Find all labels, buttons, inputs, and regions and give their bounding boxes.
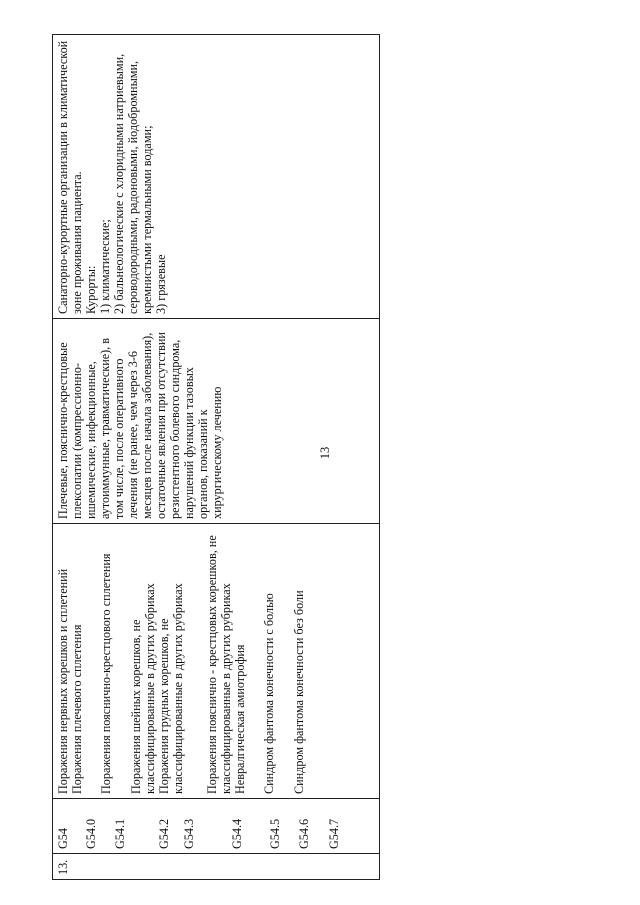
code-g54-0: G54.0 <box>84 818 98 849</box>
code-g54-1: G54.1 <box>113 818 127 849</box>
resorts-label: Курорты: <box>84 265 98 314</box>
resort-item-3: 3) грязевые <box>154 254 168 314</box>
code-g54-7: G54.7 <box>327 818 341 849</box>
page-number: 13 <box>318 446 332 460</box>
name-g54-1: Поражения пояснично-крестцового сплетения <box>99 553 113 794</box>
resorts-intro: Санаторно-курортные организации в климатической зоне проживания пациента. <box>56 40 84 314</box>
description-cell <box>53 319 380 524</box>
description-text: Плечевые, пояснично-крестцовые плексопатии (компрессионно-ишемические, инфекционные, аутоиммунные, травматические), в том числе, после оперативного лечения (не ранее, чем через 3-6 месяцев после начала заболевания), остаточные явления при отсутствии резистентного болевого синдрома, нарушений функции тазовых органов, показаний к хирургическому лечению <box>56 332 224 519</box>
resorts-cell <box>53 35 380 319</box>
name-g54-4: Поражения пояснично - крестцовых корешков, не классифицированные в других рубриках <box>205 535 233 794</box>
code-g54-4: G54.4 <box>230 818 244 849</box>
code-g54-2: G54.2 <box>157 818 171 849</box>
name-g54-3: Поражения грудных корешков, не классифицированные в других рубриках <box>157 583 185 794</box>
names-cell <box>53 524 380 799</box>
code-g54: G54 <box>56 828 70 849</box>
code-g54-6: G54.6 <box>297 818 311 849</box>
name-g54: Поражения нервных корешков и сплетений <box>56 568 70 794</box>
name-g54-6: Синдром фантома конечности с болью <box>262 593 276 794</box>
name-g54-5: Невралгическая амиотрофия <box>233 644 247 794</box>
resort-item-1: 1) климатические; <box>98 219 112 314</box>
code-g54-5: G54.5 <box>268 818 282 849</box>
codes-cell <box>53 799 380 854</box>
resort-item-2: 2) бальнеологические с хлоридными натриевыми, сероводородными, радоновыми, йодобромными, кремнистыми термальными водами; <box>112 53 154 314</box>
name-g54-2: Поражения шейных корешков, не классифицированные в других рубриках <box>129 583 157 794</box>
name-g54-0: Поражения плечевого сплетения <box>70 624 84 794</box>
code-g54-3: G54.3 <box>182 818 196 849</box>
name-g54-7: Синдром фантома конечности без боли <box>292 590 306 794</box>
row-number: 13. <box>56 859 70 875</box>
row-number-cell <box>53 854 380 880</box>
